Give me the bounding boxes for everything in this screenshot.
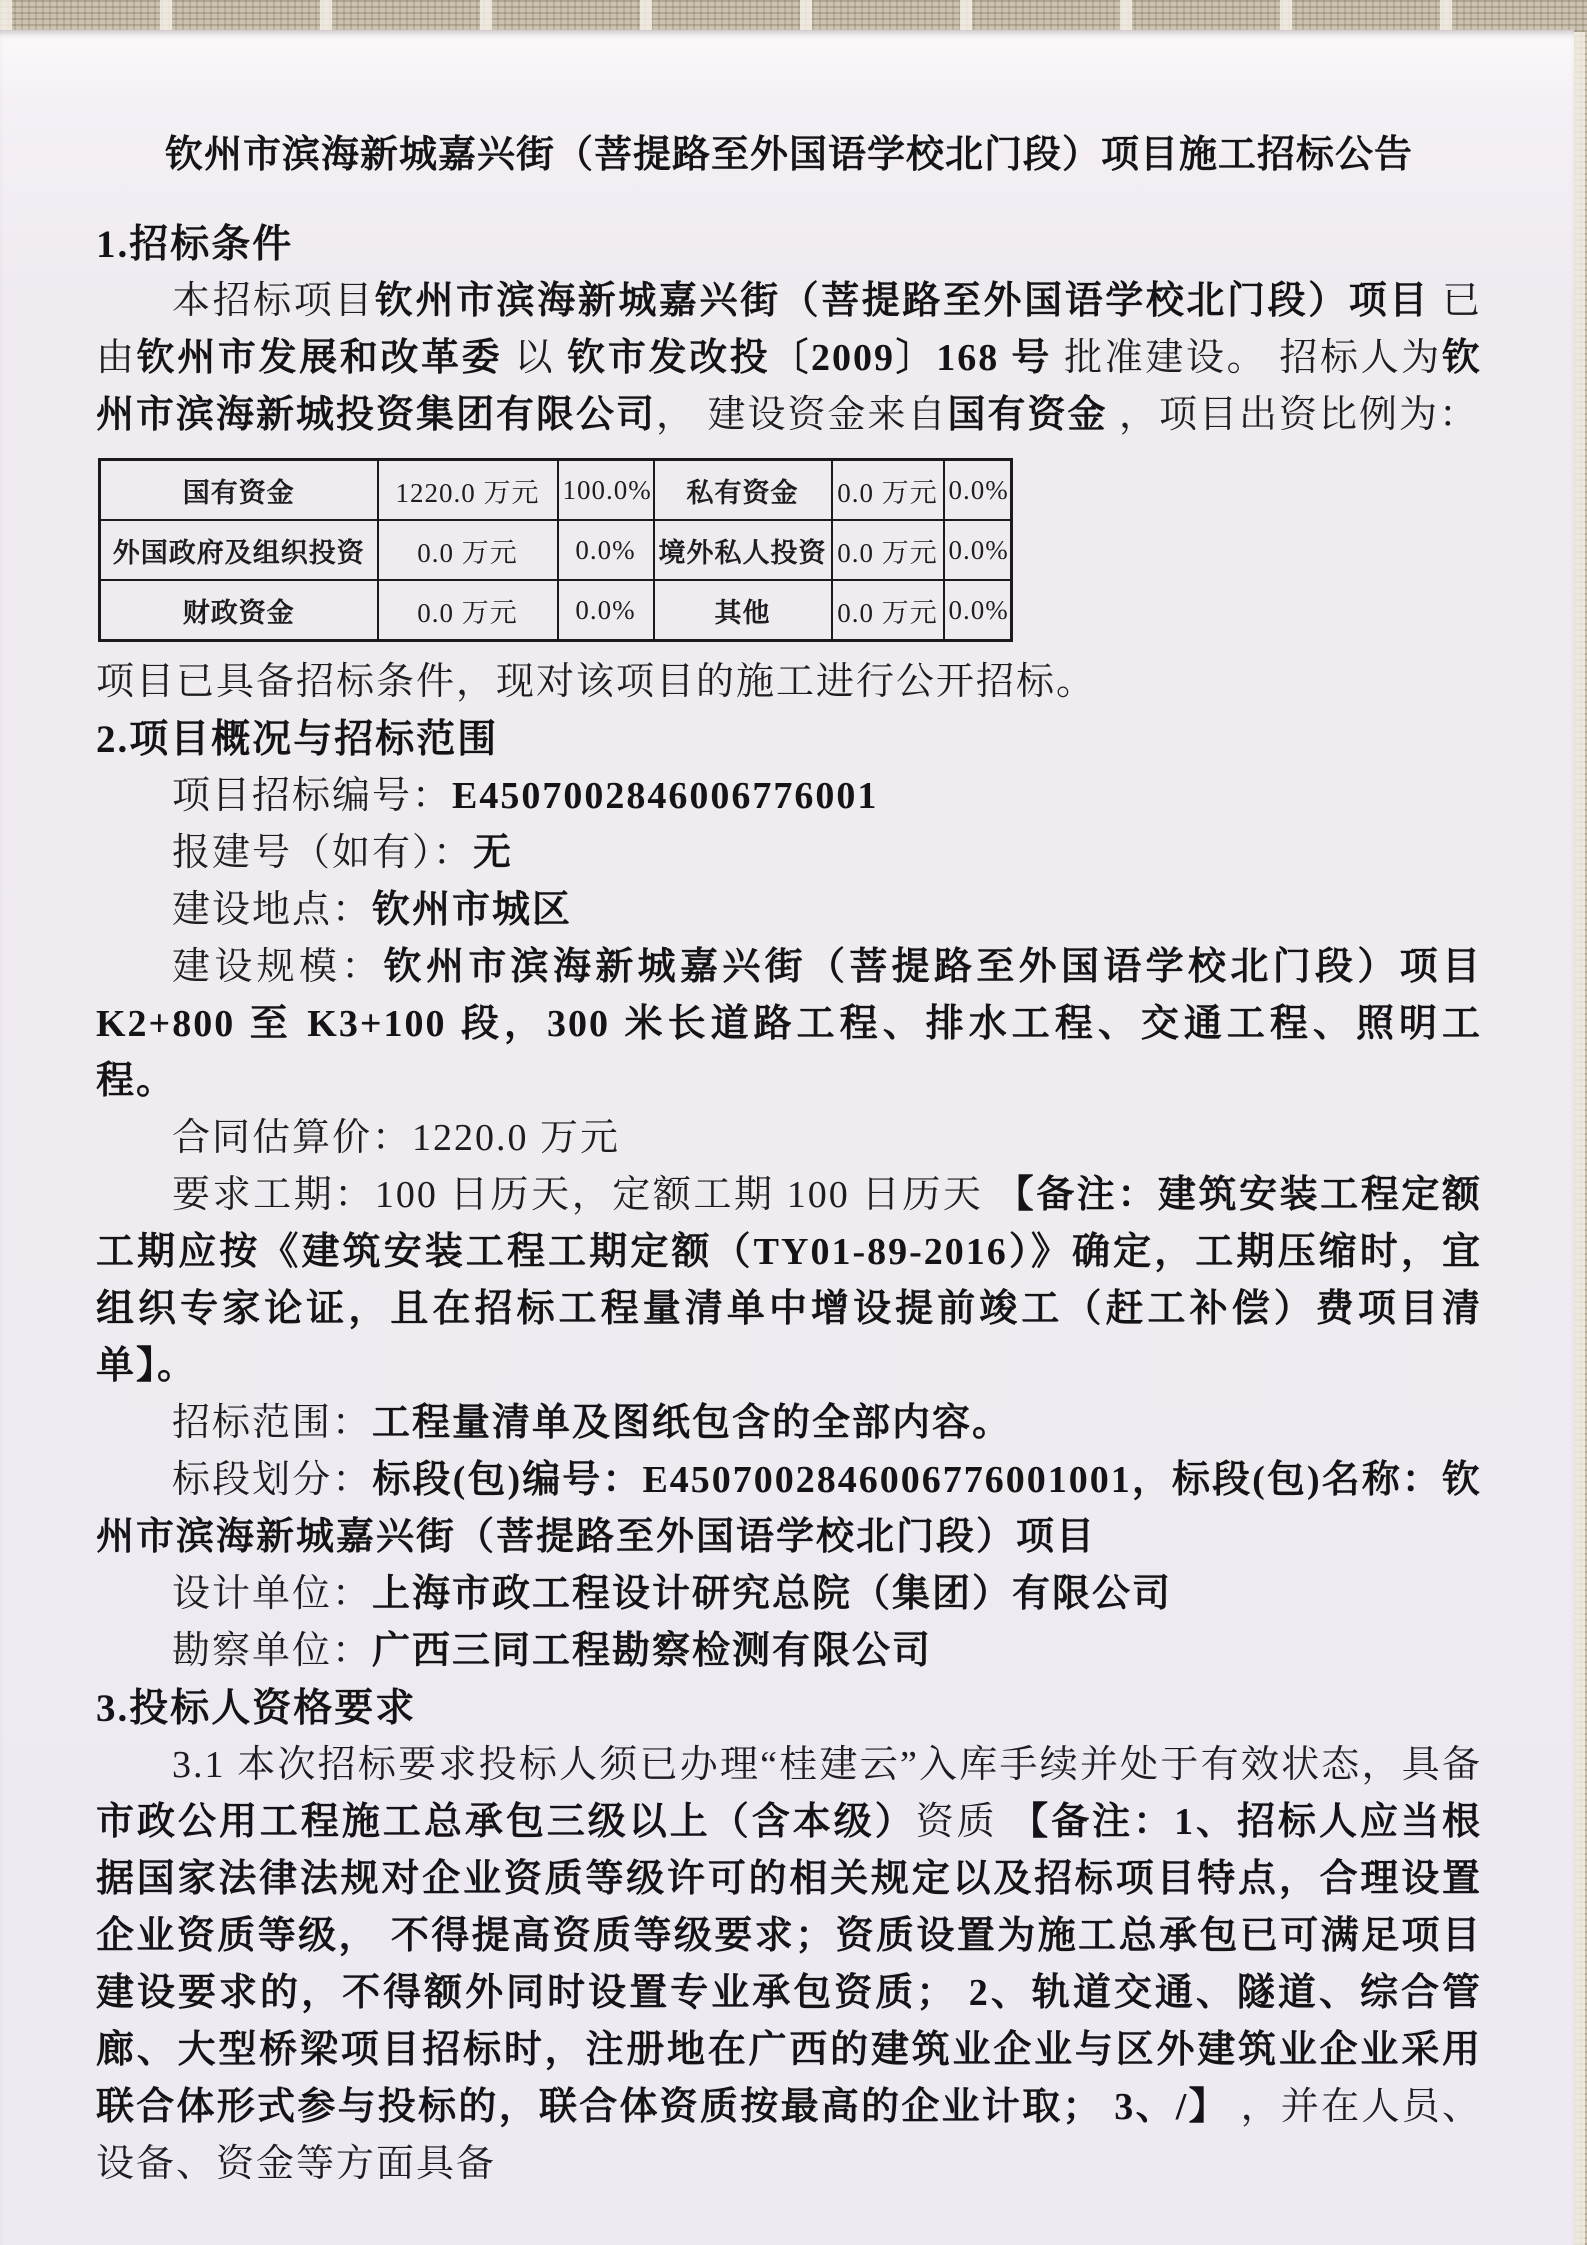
tender-number-line — [96, 768, 1482, 825]
table-cell: 0.0% — [944, 580, 1012, 641]
text-run: ，并在人员、设备、资金等方面具备 — [96, 2086, 1482, 2185]
table-cell: 其他 — [654, 580, 832, 641]
table-cell: 0.0% — [558, 520, 654, 580]
scan-background-texture-top — [0, 0, 1587, 32]
field-value: 上海市政工程设计研究总院（集团）有限公司 — [372, 1573, 1173, 1615]
contract-price-line — [96, 1110, 1482, 1167]
text-run-bold: 钦州市发展和改革委 — [136, 337, 503, 379]
table-cell: 0.0% — [558, 580, 654, 641]
duration-line — [96, 1167, 1482, 1395]
table-row — [100, 580, 1012, 641]
field-value: 钦州市滨海新城嘉兴街（菩提路至外国语学校北门段）项目 K2+800 至 K3+100 段，300 米长道路工程、排水工程、交通工程、照明工程。 — [96, 946, 1482, 1102]
field-value: 广西三同工程勘察检测有限公司 — [372, 1630, 933, 1672]
field-label: 项目招标编号： — [172, 775, 453, 817]
table-cell: 私有资金 — [654, 460, 832, 521]
text-run-bold: 市政公用工程施工总承包三级以上（含本级） — [96, 1801, 916, 1843]
table-cell: 0.0% — [944, 460, 1012, 521]
text-run-bold: 【备注：建筑安装工程定额工期应按《建筑安装工程工期定额（TY01-89-2016）》确定，工期压缩时，宜组织专家论证，且在招标工程量清单中增设提前竣工（赶工补偿）费项目清单】。 — [96, 1174, 1482, 1387]
table-cell: 0.0 万元 — [832, 460, 944, 521]
text-run: 3.1 本次招标要求投标人须已办理“桂建云”入库手续并处于有效状态，具备 — [172, 1744, 1482, 1786]
location-line — [96, 882, 1482, 939]
field-label: 合同估算价： — [172, 1117, 413, 1159]
text-run-bold: 【备注：1、招标人应当根据国家法律法规对企业资质等级许可的相关规定以及招标项目特点，合理设置企业资质等级， 不得提高资质等级要求；资质设置为施工总承包已可满足项目建设要求的，不得额外同时设置专业承包资质； 2、轨道交通、隧道、综合管廊、大型桥梁项目招标时，注册地在广西的建筑业企业与区外建筑业企业采用联合体形式参与投标的，联合体资质按最高的企业计取； 3、/】 — [96, 1801, 1482, 2128]
text-run: 批准建设。 招标人为 — [1052, 337, 1442, 379]
text-run: 资质 — [915, 1801, 1011, 1843]
table-cell: 财政资金 — [100, 580, 378, 641]
scan-background-texture-right — [1573, 32, 1587, 2245]
text-run: 以 — [502, 337, 568, 379]
section-2-heading: 2.项目概况与招标范围 — [96, 718, 499, 761]
field-value: 1220.0 万元 — [412, 1117, 621, 1159]
designer-line — [96, 1566, 1482, 1623]
text-run-bold: 钦市发改投〔2009〕168 号 — [567, 337, 1052, 379]
table-cell: 0.0 万元 — [832, 520, 944, 580]
field-label: 设计单位： — [172, 1573, 373, 1615]
table-cell: 0.0 万元 — [378, 520, 558, 580]
field-value: E4507002846006776001 — [452, 775, 879, 817]
text-run: ， 建设资金来自 — [656, 394, 948, 436]
text-run-bold: 钦州市滨海新城嘉兴街（菩提路至外国语学校北门段）项目 — [374, 280, 1430, 322]
field-label: 报建号（如有）： — [172, 832, 474, 874]
section-1-heading: 1.招标条件 — [96, 223, 294, 266]
table-cell: 1220.0 万元 — [378, 460, 558, 521]
table-cell: 0.0 万元 — [378, 580, 558, 641]
text-run-bold: 国有资金 — [947, 394, 1108, 436]
table-cell: 0.0% — [944, 520, 1012, 580]
field-label: 招标范围： — [172, 1402, 373, 1444]
field-value: 钦州市城区 — [372, 889, 573, 931]
table-cell: 境外私人投资 — [654, 520, 832, 580]
intro-paragraph — [96, 273, 1482, 444]
text-run: 要求工期：100 日历天，定额工期 100 日历天 — [172, 1174, 996, 1216]
table-cell: 外国政府及组织投资 — [100, 520, 378, 580]
table-row — [100, 460, 1012, 521]
field-label: 建设地点： — [172, 889, 373, 931]
after-table-text: 项目已具备招标条件，现对该项目的施工进行公开招标。 — [96, 661, 1097, 703]
document-page — [0, 30, 1574, 2245]
funding-ratio-table — [98, 458, 1013, 642]
scope-line — [96, 1395, 1482, 1452]
section-3-heading: 3.投标人资格要求 — [96, 1687, 417, 1730]
qualification-paragraph — [96, 1737, 1482, 2193]
division-line — [96, 1452, 1482, 1566]
surveyor-line — [96, 1623, 1482, 1680]
text-run: 本招标项目 — [172, 280, 375, 322]
table-cell: 0.0 万元 — [832, 580, 944, 641]
table-row — [100, 520, 1012, 580]
report-number-line — [96, 825, 1482, 882]
text-run: ，项目出资比例为： — [1107, 394, 1480, 436]
document-content — [0, 30, 1574, 2193]
table-cell: 国有资金 — [100, 460, 378, 521]
page-title: 钦州市滨海新城嘉兴街（菩提路至外国语学校北门段）项目施工招标公告 — [164, 134, 1413, 176]
field-label: 建设规模： — [172, 946, 384, 988]
field-value: 标段(包)编号：E4507002846006776001001，标段(包)名称：钦州市滨海新城嘉兴街（菩提路至外国语学校北门段）项目 — [96, 1459, 1482, 1558]
field-value: 工程量清单及图纸包含的全部内容。 — [372, 1402, 1013, 1444]
text-run: 已由 — [96, 280, 1482, 379]
text-run-bold: 钦州市滨海新城投资集团有限公司 — [96, 337, 1482, 436]
field-label: 勘察单位： — [172, 1630, 373, 1672]
field-value: 无 — [473, 832, 514, 874]
table-cell: 100.0% — [558, 460, 654, 521]
scale-line — [96, 939, 1482, 1110]
field-label: 标段划分： — [172, 1459, 373, 1501]
